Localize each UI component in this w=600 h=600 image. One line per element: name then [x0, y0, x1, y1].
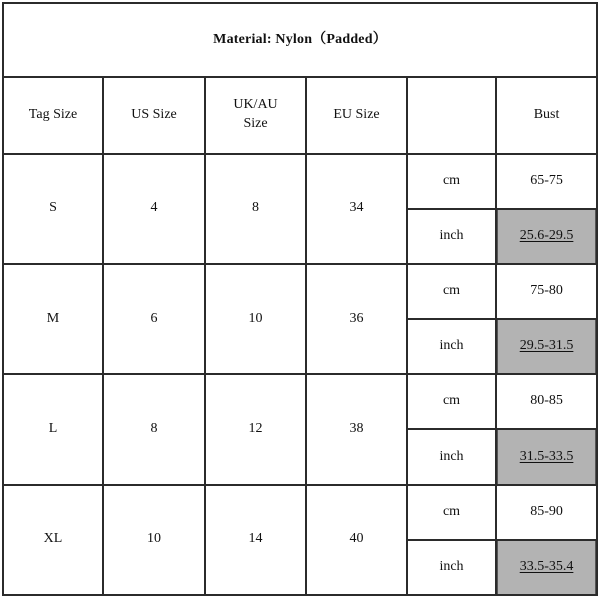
cell-us-size: 10: [103, 485, 205, 595]
cell-eu-size: 38: [306, 374, 407, 484]
cell-bust-cm: 80-85: [496, 374, 597, 429]
header-ukau-line1: UK/AU: [233, 97, 278, 113]
cell-us-size: 6: [103, 264, 205, 374]
cell-eu-size: 36: [306, 264, 407, 374]
table-row: [3, 154, 597, 209]
highlighted-value: 29.5-31.5: [497, 319, 596, 374]
highlighted-value: 31.5-33.5: [497, 429, 596, 484]
cell-unit-cm: cm: [407, 374, 496, 429]
table-title: Material: Nylon（Padded）: [3, 3, 597, 77]
cell-unit-inch: inch: [407, 540, 496, 595]
cell-tag-size: S: [3, 154, 103, 264]
cell-bust-inch: [496, 209, 597, 264]
cell-unit-inch: inch: [407, 209, 496, 264]
header-ukau-size: [205, 77, 306, 153]
cell-unit-inch: inch: [407, 429, 496, 484]
cell-eu-size: 34: [306, 154, 407, 264]
cell-bust-inch: [496, 429, 597, 484]
cell-eu-size: 40: [306, 485, 407, 595]
cell-bust-inch: [496, 319, 597, 374]
cell-unit-cm: cm: [407, 154, 496, 209]
cell-unit-cm: cm: [407, 264, 496, 319]
cell-ukau-size: 8: [205, 154, 306, 264]
header-row: [3, 77, 597, 153]
header-us-size: US Size: [103, 77, 205, 153]
cell-bust-cm: 75-80: [496, 264, 597, 319]
header-tag-size: Tag Size: [3, 77, 103, 153]
size-table: [2, 2, 598, 596]
highlighted-value: 25.6-29.5: [497, 209, 596, 264]
table-row: [3, 264, 597, 319]
cell-ukau-size: 12: [205, 374, 306, 484]
cell-tag-size: XL: [3, 485, 103, 595]
table-row: [3, 374, 597, 429]
header-ukau-line2: Size: [243, 116, 268, 132]
highlighted-value: 33.5-35.4: [497, 540, 596, 595]
cell-us-size: 8: [103, 374, 205, 484]
table-row: [3, 485, 597, 540]
title-row: [3, 3, 597, 77]
cell-unit-cm: cm: [407, 485, 496, 540]
cell-bust-cm: 65-75: [496, 154, 597, 209]
cell-ukau-size: 14: [205, 485, 306, 595]
cell-bust-inch: [496, 540, 597, 595]
cell-bust-cm: 85-90: [496, 485, 597, 540]
cell-unit-inch: inch: [407, 319, 496, 374]
cell-tag-size: M: [3, 264, 103, 374]
cell-tag-size: L: [3, 374, 103, 484]
cell-us-size: 4: [103, 154, 205, 264]
header-bust: Bust: [496, 77, 597, 153]
cell-ukau-size: 10: [205, 264, 306, 374]
header-unit: [407, 77, 496, 153]
header-eu-size: EU Size: [306, 77, 407, 153]
